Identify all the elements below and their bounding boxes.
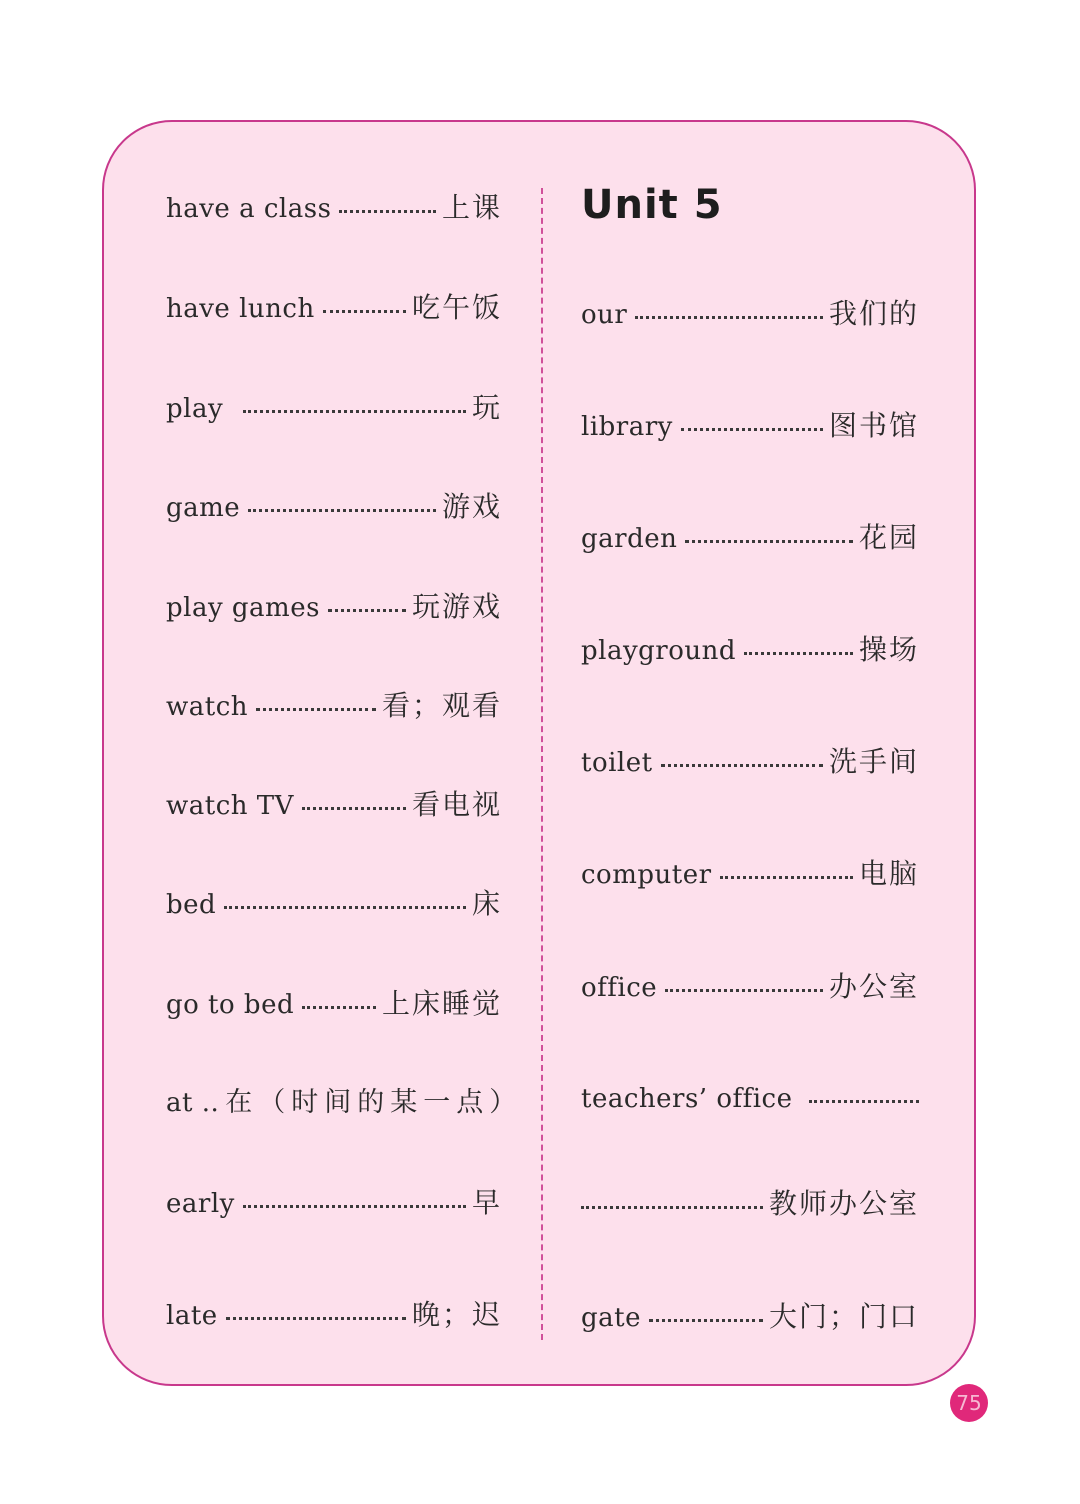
- leader-dots: [224, 906, 466, 909]
- chinese-meaning: 在（时间的某一点）: [225, 1087, 523, 1118]
- chinese-meaning: 床: [471, 887, 502, 920]
- english-word: playground: [581, 636, 737, 666]
- english-word: play games: [166, 593, 320, 623]
- word-entry: [166, 1183, 502, 1224]
- leader-dots: [243, 1205, 466, 1208]
- leader-dots: [226, 1317, 406, 1320]
- chinese-meaning: 看电视: [411, 788, 502, 821]
- word-entry: [581, 1079, 919, 1119]
- chinese-meaning: 洗手间: [828, 745, 919, 778]
- leader-dots: [302, 807, 406, 810]
- chinese-meaning: 图书馆: [828, 409, 919, 442]
- english-word: office: [581, 973, 658, 1003]
- english-word: teachers’ office: [581, 1084, 793, 1114]
- word-entry: [166, 984, 502, 1025]
- english-word: late: [166, 1301, 218, 1331]
- chinese-meaning: 玩游戏: [411, 590, 502, 623]
- word-entry: [581, 1297, 919, 1338]
- english-word: play: [166, 394, 224, 424]
- english-word: library: [581, 412, 673, 442]
- leader-dots: [665, 989, 823, 992]
- english-word: bed: [166, 890, 217, 920]
- word-entry: [166, 785, 502, 826]
- word-entry: [581, 406, 919, 447]
- chinese-meaning: 操场: [858, 633, 919, 666]
- word-entry: [166, 388, 502, 429]
- word-entry: [581, 967, 919, 1008]
- english-word: at ..: [166, 1088, 220, 1118]
- english-word: watch TV: [166, 791, 294, 821]
- column-divider: [541, 188, 543, 1340]
- word-entry: [166, 1295, 502, 1336]
- leader-dots: [256, 708, 376, 711]
- word-entry: [166, 587, 502, 628]
- leader-dots: [248, 509, 436, 512]
- chinese-meaning: 早: [471, 1186, 502, 1219]
- word-entry: [166, 884, 502, 925]
- leader-dots: [302, 1006, 376, 1009]
- chinese-meaning: 办公室: [828, 970, 919, 1003]
- leader-dots: [649, 1319, 763, 1322]
- chinese-meaning: 花园: [858, 521, 919, 554]
- leader-dots: [323, 310, 406, 313]
- chinese-meaning: 大门；门口: [768, 1300, 919, 1333]
- english-word: have a class: [166, 194, 332, 224]
- english-word: our: [581, 300, 628, 330]
- word-entry: [581, 518, 919, 559]
- english-word: game: [166, 493, 241, 523]
- word-entry: [581, 742, 919, 783]
- chinese-meaning: 吃午饭: [411, 291, 502, 324]
- leader-dots: [744, 652, 853, 655]
- leader-dots: [809, 1100, 920, 1103]
- english-word: garden: [581, 524, 678, 554]
- word-entry: [166, 1083, 523, 1123]
- word-entry: [581, 1184, 919, 1224]
- leader-dots: [681, 428, 823, 431]
- leader-dots: [661, 764, 823, 767]
- leader-dots: [339, 210, 436, 213]
- chinese-meaning: 看；观看: [381, 689, 502, 722]
- english-word: computer: [581, 860, 712, 890]
- english-word: early: [166, 1189, 235, 1219]
- chinese-meaning: 游戏: [441, 490, 502, 523]
- leader-dots: [581, 1206, 763, 1209]
- chinese-meaning: 上课: [441, 191, 502, 224]
- page-number-badge: 75: [950, 1384, 988, 1422]
- english-word: go to bed: [166, 990, 295, 1020]
- word-entry: [166, 288, 502, 329]
- unit-title: Unit 5: [581, 182, 723, 228]
- word-entry: [166, 686, 502, 727]
- leader-dots: [328, 609, 406, 612]
- english-word: gate: [581, 1303, 641, 1333]
- word-entry: [581, 294, 919, 335]
- word-entry: [581, 630, 919, 671]
- leader-dots: [243, 410, 466, 413]
- word-entry: [166, 188, 502, 229]
- leader-dots: [685, 540, 853, 543]
- chinese-meaning: 电脑: [858, 857, 919, 890]
- english-word: toilet: [581, 748, 653, 778]
- english-word: watch: [166, 692, 249, 722]
- word-entry: [166, 487, 502, 528]
- leader-dots: [635, 316, 823, 319]
- chinese-meaning: 玩: [471, 391, 502, 424]
- vocabulary-card: [102, 120, 976, 1386]
- chinese-meaning: 我们的: [828, 297, 919, 330]
- leader-dots: [720, 876, 853, 879]
- chinese-meaning: 晚；迟: [411, 1298, 502, 1331]
- english-word: have lunch: [166, 294, 315, 324]
- chinese-meaning: 教师办公室: [768, 1187, 919, 1220]
- chinese-meaning: 上床睡觉: [381, 987, 502, 1020]
- word-entry: [581, 854, 919, 895]
